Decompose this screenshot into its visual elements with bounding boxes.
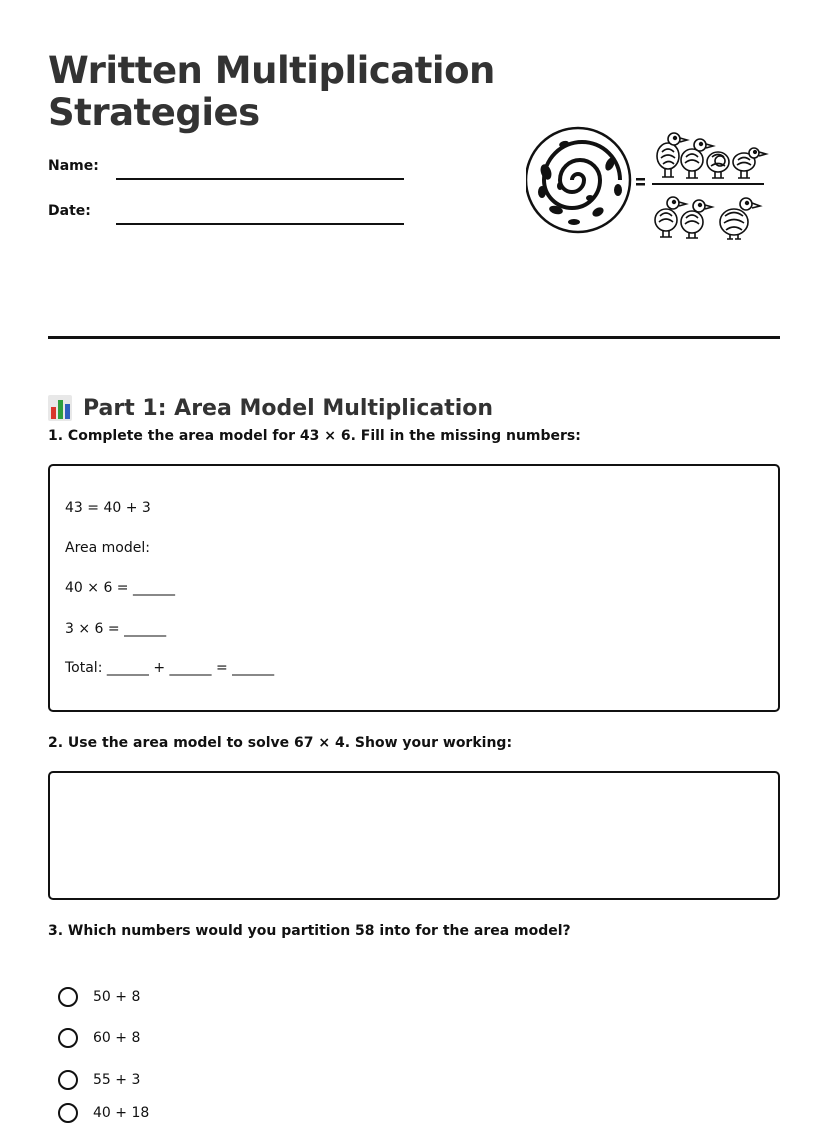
option-label: 60 + 8 [93, 1030, 141, 1046]
radio-button[interactable] [58, 1103, 78, 1123]
section-heading-text: Part 1: Area Model Multiplication [83, 395, 494, 421]
bird-icon [681, 200, 712, 238]
option-item[interactable] [58, 1026, 140, 1050]
option-item[interactable] [58, 985, 140, 1009]
option-label: 55 + 3 [93, 1072, 141, 1088]
question-3-prompt: 3. Which numbers would you partition 58 into for the area model? [48, 923, 571, 939]
radio-button[interactable] [58, 1028, 78, 1048]
option-item[interactable] [58, 1068, 140, 1092]
question-2-prompt: 2. Use the area model to solve 67 × 4. Show your working: [48, 735, 513, 751]
date-label: Date: [48, 203, 91, 219]
box-line[interactable]: 40 × 6 = ______ [65, 580, 175, 596]
box-line: 43 = 40 + 3 [65, 500, 151, 516]
page-title: Written Multiplication Strategies [48, 49, 495, 134]
question-1-box [48, 464, 780, 712]
radio-button[interactable] [58, 1070, 78, 1090]
box-line[interactable]: 3 × 6 = ______ [65, 621, 167, 637]
radio-button[interactable] [58, 987, 78, 1007]
bird-icon [733, 148, 766, 178]
decorative-logo [526, 124, 774, 244]
name-line[interactable] [116, 178, 404, 180]
bird-icon [720, 198, 760, 239]
bar-chart-icon [48, 395, 72, 421]
box-line: Area model: [65, 540, 150, 556]
date-field [48, 203, 408, 227]
name-label: Name: [48, 158, 99, 174]
option-item[interactable] [58, 1101, 149, 1125]
section-heading [48, 392, 493, 424]
box-line[interactable]: Total: ______ + ______ = ______ [65, 660, 275, 676]
question-2-answer-box[interactable] [48, 771, 780, 900]
option-label: 40 + 18 [93, 1105, 150, 1121]
question-1-prompt: 1. Complete the area model for 43 × 6. Fill in the missing numbers: [48, 428, 581, 444]
name-field [48, 158, 408, 182]
option-label: 50 + 8 [93, 989, 141, 1005]
bird-icon [707, 152, 729, 178]
date-line[interactable] [116, 223, 404, 225]
spiral-disc-icon [526, 128, 630, 232]
section-divider [48, 336, 780, 339]
